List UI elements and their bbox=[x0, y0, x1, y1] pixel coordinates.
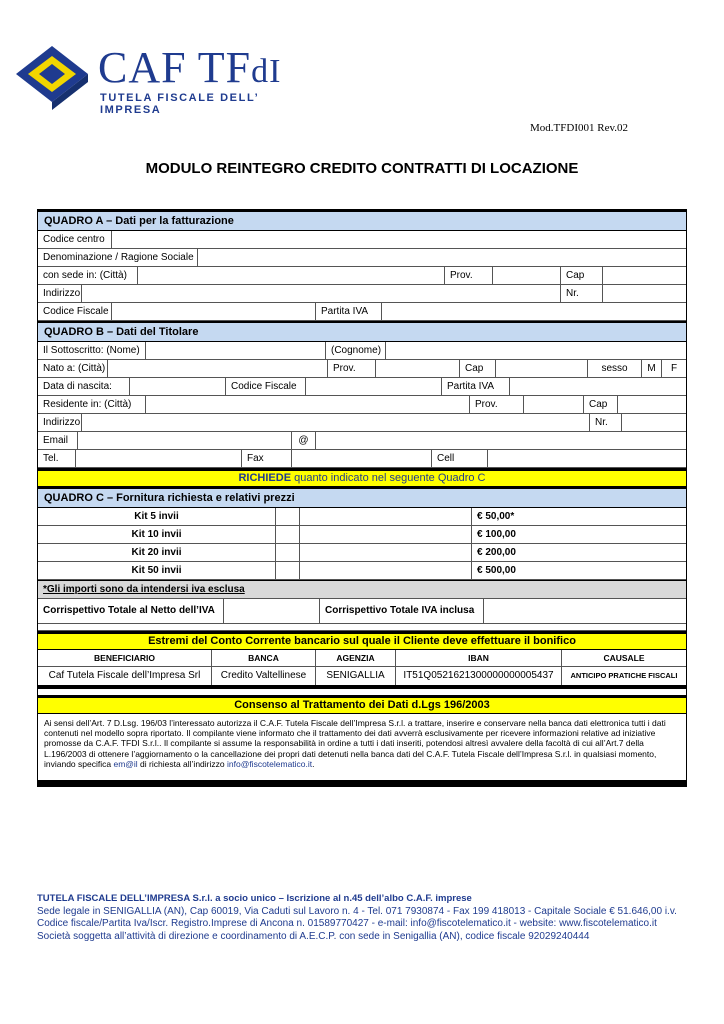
nato-cap-field[interactable] bbox=[496, 360, 588, 377]
label-cell: Cell bbox=[432, 450, 488, 467]
bonifico-heading: Estremi del Conto Corrente bancario sul quale il Cliente deve effettuare il bonifico bbox=[38, 631, 686, 650]
beneficiario-value: Caf Tutela Fiscale dell’Impresa Srl bbox=[38, 667, 212, 685]
col-iban: IBAN bbox=[396, 650, 562, 666]
agenzia-value: SENIGALLIA bbox=[316, 667, 396, 685]
label-b-partita-iva: Partita IVA bbox=[442, 378, 510, 395]
email-user-field[interactable] bbox=[78, 432, 292, 449]
nome-field[interactable] bbox=[146, 342, 326, 359]
indirizzo-field[interactable] bbox=[82, 285, 561, 302]
label-totale-iva: Corrispettivo Totale IVA inclusa bbox=[320, 599, 484, 623]
module-code: Mod.TFDI001 Rev.02 bbox=[530, 122, 628, 134]
label-codice-fiscale: Codice Fiscale bbox=[38, 303, 112, 320]
quadro-a-heading: QUADRO A – Dati per la fatturazione bbox=[38, 210, 686, 231]
richiede-text: quanto indicato nel seguente Quadro C bbox=[291, 472, 486, 484]
label-nato-prov: Prov. bbox=[328, 360, 376, 377]
denominazione-field[interactable] bbox=[198, 249, 686, 266]
label-b-nr: Nr. bbox=[590, 414, 622, 431]
kit-spacer bbox=[300, 508, 472, 525]
label-prov: Prov. bbox=[445, 267, 493, 284]
label-residente: Residente in: (Città) bbox=[38, 396, 146, 413]
kit-name: Kit 5 invii bbox=[38, 508, 276, 525]
causale-value: ANTICIPO PRATICHE FISCALI bbox=[570, 671, 678, 680]
label-tel: Tel. bbox=[38, 450, 76, 467]
cell-field[interactable] bbox=[488, 450, 686, 467]
col-agenzia: AGENZIA bbox=[316, 650, 396, 666]
label-fax: Fax bbox=[242, 450, 292, 467]
sesso-m-option[interactable]: M bbox=[642, 360, 662, 377]
label-b-codice-fiscale: Codice Fiscale bbox=[226, 378, 306, 395]
kit-name: Kit 10 invii bbox=[38, 526, 276, 543]
logo-mark-icon bbox=[12, 42, 92, 110]
codice-fiscale-field[interactable] bbox=[112, 303, 316, 320]
label-data-nascita: Data di nascita: bbox=[38, 378, 130, 395]
data-nascita-field[interactable] bbox=[130, 378, 226, 395]
label-indirizzo: Indirizzo bbox=[38, 285, 82, 302]
kit-checkbox[interactable] bbox=[276, 526, 300, 543]
company-logo bbox=[12, 42, 282, 116]
cognome-field[interactable] bbox=[386, 342, 686, 359]
kit-price: € 100,00 bbox=[477, 529, 516, 540]
form bbox=[37, 209, 687, 787]
page-title: MODULO REINTEGRO CREDITO CONTRATTI DI LOCAZIONE bbox=[145, 160, 579, 177]
res-prov-field[interactable] bbox=[524, 396, 584, 413]
kit-spacer bbox=[300, 544, 472, 561]
b-indirizzo-field[interactable] bbox=[82, 414, 590, 431]
sede-prov-field[interactable] bbox=[493, 267, 561, 284]
logo-name: CAF TFdI bbox=[98, 43, 282, 92]
label-email: Email bbox=[38, 432, 78, 449]
banca-value: Credito Valtellinese bbox=[212, 667, 316, 685]
kit-spacer bbox=[300, 526, 472, 543]
label-b-indirizzo: Indirizzo bbox=[38, 414, 82, 431]
label-cognome: (Cognome) bbox=[326, 342, 386, 359]
kit-price: € 50,00* bbox=[477, 511, 515, 522]
col-causale: CAUSALE bbox=[603, 653, 645, 663]
footer-line-2: Sede legale in SENIGALLIA (AN), Cap 60019, Via Caduti sul Lavoro n. 4 - Tel. 071 7930874 - Fax 199 418013 - Capitale Sociale € 51.646,00 i.v. bbox=[37, 905, 677, 917]
label-sesso: sesso bbox=[588, 360, 642, 377]
kit-checkbox[interactable] bbox=[276, 544, 300, 561]
label-cap: Cap bbox=[561, 267, 603, 284]
label-res-cap: Cap bbox=[584, 396, 618, 413]
label-nato-cap: Cap bbox=[460, 360, 496, 377]
footer-line-1: TUTELA FISCALE DELL’IMPRESA S.r.l. a socio unico – Iscrizione al n.45 dell’albo C.A.F. imprese bbox=[37, 893, 472, 904]
b-partita-iva-field[interactable] bbox=[510, 378, 686, 395]
label-partita-iva: Partita IVA bbox=[316, 303, 382, 320]
quadro-b-heading: QUADRO B – Dati del Titolare bbox=[38, 321, 686, 342]
footer-line-4: Società soggetta all’attività di direzione e coordinamento di A.E.C.P. con sede in Senigallia (AN), codice fiscale 92029240444 bbox=[37, 930, 590, 942]
logo-tagline: TUTELA FISCALE DELL’ IMPRESA bbox=[100, 92, 259, 116]
label-denominazione: Denominazione / Ragione Sociale bbox=[38, 249, 198, 266]
kit-price: € 200,00 bbox=[477, 547, 516, 558]
richiede-banner bbox=[38, 468, 686, 487]
consenso-heading: Consenso al Trattamento dei Dati d.Lgs 196/2003 bbox=[38, 695, 686, 714]
kit-name: Kit 20 invii bbox=[38, 544, 276, 561]
totale-netto-field[interactable] bbox=[224, 599, 320, 623]
b-codice-fiscale-field[interactable] bbox=[306, 378, 442, 395]
sesso-f-option[interactable]: F bbox=[670, 363, 678, 374]
col-beneficiario: BENEFICIARIO bbox=[38, 650, 212, 666]
kit-price: € 500,00 bbox=[477, 565, 516, 576]
nato-prov-field[interactable] bbox=[376, 360, 460, 377]
iva-note: *Gli importi sono da intendersi iva esclusa bbox=[43, 584, 245, 595]
sede-cap-field[interactable] bbox=[603, 267, 686, 284]
consenso-text: Ai sensi dell’Art. 7 D.Lsg. 196/03 l’interessato autorizza il C.A.F. Tutela Fiscale dell’Impresa S.r.l. a trattare, inserire e conservare nella banca dati elettronica tutti i dati contenuti nel modello sopra riportato. Il compilante viene informato che il trattamento dei dati avverrà esclusivamente per ricevere informazioni relative ad iniziative promosse da C.A.F. TFDI S.r.l.. Il compilante si assume la responsabilità in ordine a tutti i dati inseriti, potendosi altresì avvalere della facoltà di cui all’Art.7 della L.196/2003 di ottenere l’aggiornamento o la cancellazione dei propri dati detenuti nella banca dati del C.A.F. Tutela Fiscale dell’Impresa S.r.l. in qualsiasi momento, inviando specifica em@il di richiesta all’indirizzo info@fiscotelematico.it. bbox=[38, 714, 686, 786]
sede-city-field[interactable] bbox=[138, 267, 445, 284]
footer-line-3: Codice fiscale/Partita Iva/Iscr. Registro.Imprese di Ancona n. 01589770427 - e-mail: info@fiscotelematico.it - website: www.fiscotelematico.it bbox=[37, 918, 657, 930]
nato-city-field[interactable] bbox=[108, 360, 328, 377]
label-nr: Nr. bbox=[561, 285, 603, 302]
b-nr-field[interactable] bbox=[622, 414, 686, 431]
totale-iva-field[interactable] bbox=[484, 599, 686, 623]
kit-spacer bbox=[300, 562, 472, 579]
label-codice-centro: Codice centro bbox=[38, 231, 112, 248]
residente-city-field[interactable] bbox=[146, 396, 470, 413]
tel-field[interactable] bbox=[76, 450, 242, 467]
kit-checkbox[interactable] bbox=[276, 562, 300, 579]
res-cap-field[interactable] bbox=[618, 396, 686, 413]
label-totale-netto: Corrispettivo Totale al Netto dell’IVA bbox=[38, 599, 224, 623]
iban-value: IT51Q0521621300000000005437 bbox=[396, 667, 562, 685]
info-email-link[interactable]: info@fiscotelematico.it bbox=[226, 758, 313, 769]
kit-name: Kit 50 invii bbox=[38, 562, 276, 579]
kit-checkbox[interactable] bbox=[276, 508, 300, 525]
email-link[interactable]: em@il bbox=[113, 758, 138, 769]
label-nome: Il Sottoscritto: (Nome) bbox=[38, 342, 146, 359]
quadro-c-heading: QUADRO C – Fornitura richiesta e relativi prezzi bbox=[38, 487, 686, 508]
partita-iva-field[interactable] bbox=[382, 303, 686, 320]
footer bbox=[37, 893, 697, 943]
label-sede: con sede in: (Città) bbox=[38, 267, 138, 284]
richiede-bold: RICHIEDE bbox=[238, 472, 292, 484]
nr-field[interactable] bbox=[603, 285, 686, 302]
label-nato: Nato a: (Città) bbox=[38, 360, 108, 377]
at-sign: @ bbox=[292, 432, 316, 449]
col-banca: BANCA bbox=[212, 650, 316, 666]
codice-centro-field[interactable] bbox=[112, 231, 686, 248]
label-res-prov: Prov. bbox=[470, 396, 524, 413]
fax-field[interactable] bbox=[292, 450, 432, 467]
email-domain-field[interactable] bbox=[316, 432, 686, 449]
